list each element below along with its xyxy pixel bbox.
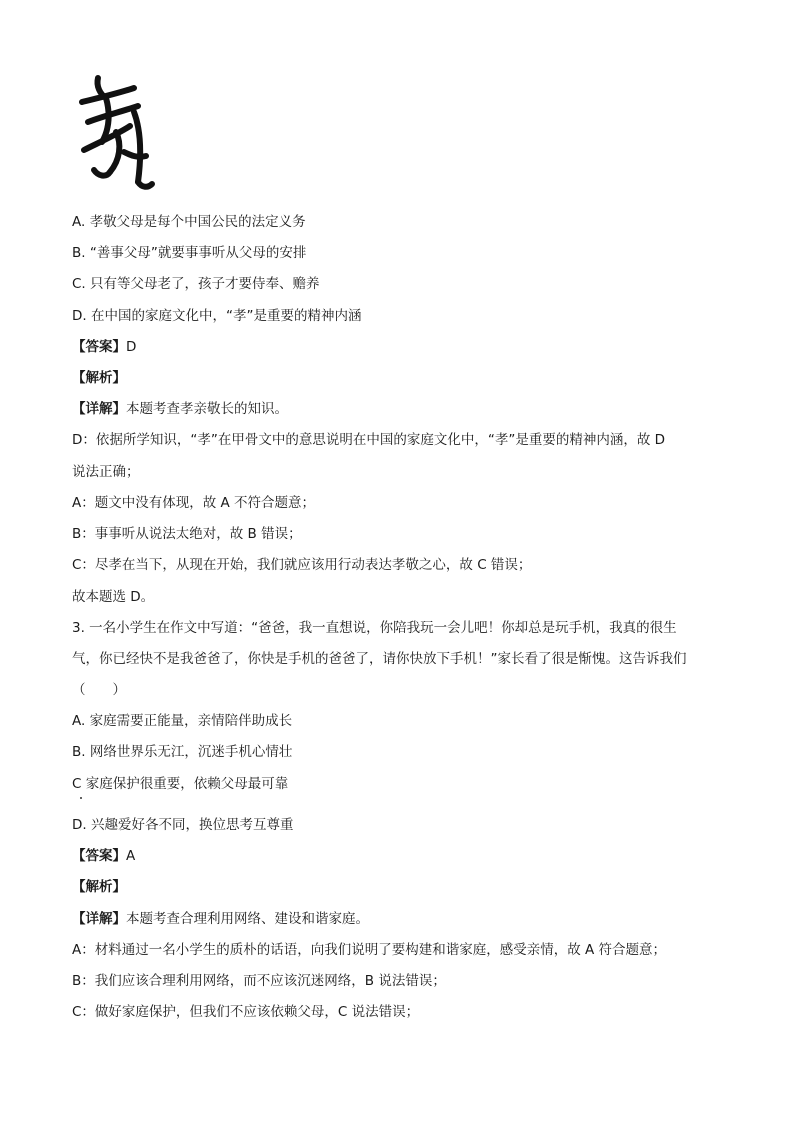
answer-value: A (126, 848, 136, 864)
q2-option-a: A. 孝敬父母是每个中国公民的法定义务 (72, 214, 306, 230)
q2-option-c: C. 只有等父母老了，孩子才要侍奉、赡养 (72, 276, 320, 292)
q3-stem-line-3: （ ） (72, 682, 126, 698)
q3-explanation-a: A：材料通过一名小学生的质朴的话语，向我们说明了要构建和谐家庭，感受亲情，故 A 符合题意； (72, 942, 667, 958)
q3-option-a: A. 家庭需要正能量，亲情陪伴助成长 (72, 713, 293, 729)
q2-explanation-a: A：题文中没有体现，故 A 不符合题意； (72, 495, 316, 511)
q3-answer (72, 846, 732, 866)
q2-option-d: D. 在中国的家庭文化中，“孝”是重要的精神内涵 (72, 308, 362, 324)
q3-option-d: D. 兴趣爱好各不同，换位思考互尊重 (72, 817, 294, 833)
q2-explanation-d: D：依据所学知识，“孝”在甲骨文中的意思说明在中国的家庭文化中，“孝”是重要的精神内涵，故 D (72, 432, 666, 448)
answer-tag: 【答案】 (72, 339, 126, 355)
q3-stem-line-2: 气，你已经快不是我爸爸了，你快是手机的爸爸了，请你快放下手机！”家长看了很是惭愧。这告诉我们 (72, 651, 687, 667)
q3-explanation-c: C：做好家庭保护，但我们不应该依赖父母，C 说法错误； (72, 1004, 420, 1020)
analysis-tag: 【解析】 (72, 879, 126, 895)
q2-explanation-c: C：尽孝在当下，从现在开始，我们就应该用行动表达孝敬之心，故 C 错误； (72, 557, 532, 573)
q2-conclusion: 故本题选 D。 (72, 589, 155, 605)
detail-tag: 【详解】 (72, 401, 126, 417)
q2-explanation-d-cont: 说法正确； (72, 464, 140, 480)
q3-option-c: C 家庭保护很重要，依赖父母最可靠 (72, 776, 289, 792)
q3-detail (72, 909, 732, 929)
q3-stem-line-1: 3. 一名小学生在作文中写道：“爸爸，我一直想说，你陪我玩一会儿吧！你却总是玩手机，我真的很生 (72, 620, 677, 636)
q2-option-b: B. “善事父母”就要事事听从父母的安排 (72, 245, 307, 261)
q3-analysis-tag (72, 877, 732, 897)
detail-tag: 【详解】 (72, 911, 126, 927)
stray-dot (80, 797, 82, 799)
detail-text: 本题考查孝亲敬长的知识。 (126, 401, 288, 417)
q2-answer (72, 337, 732, 357)
answer-tag: 【答案】 (72, 848, 126, 864)
detail-text: 本题考查合理利用网络、建设和谐家庭。 (126, 911, 369, 927)
seal-script-xiao-glyph (76, 72, 158, 196)
answer-value: D (126, 339, 137, 355)
q3-explanation-b: B：我们应该合理利用网络，而不应该沉迷网络，B 说法错误； (72, 973, 446, 989)
analysis-tag: 【解析】 (72, 370, 126, 386)
q2-detail (72, 399, 732, 419)
q2-explanation-b: B：事事听从说法太绝对，故 B 错误； (72, 526, 302, 542)
q3-option-b: B. 网络世界乐无江，沉迷手机心情壮 (72, 744, 293, 760)
q2-analysis-tag (72, 368, 732, 388)
